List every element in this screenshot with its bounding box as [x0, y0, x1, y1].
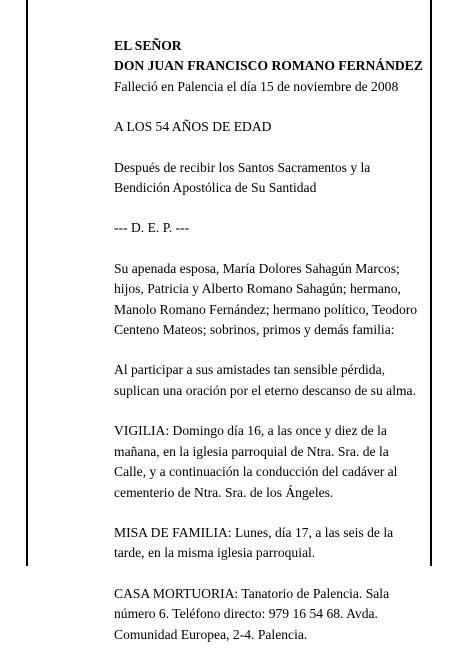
header-block: [114, 36, 434, 97]
rip-block: [114, 218, 434, 238]
funeral-home-block: [114, 584, 434, 645]
family-line: hijos, Patricia y Alberto Romano Sahagún; hermano,: [114, 281, 401, 297]
family-line: Su apenada esposa, María Dolores Sahagún Marcos;: [114, 260, 400, 276]
sacraments-line: Después de recibir los Santos Sacramentos y la: [114, 159, 371, 175]
funeral-home-line: Comunidad Europea, 2-4. Palencia.: [114, 626, 308, 642]
vigil-line: VIGILIA: Domingo día 16, a las once y diez de la: [114, 423, 387, 439]
obituary-notice: [114, 36, 434, 665]
age-block: [114, 117, 434, 137]
family-block: [114, 259, 434, 341]
vigil-block: [114, 421, 434, 503]
request-line: Al participar a sus amistades tan sensible pérdida,: [114, 362, 386, 378]
family-line: Centeno Mateos; sobrinos, primos y demás familia:: [114, 322, 395, 338]
funeral-home-line: CASA MORTUORIA: Tanatorio de Palencia. Sala: [114, 585, 390, 601]
title-line: EL SEÑOR: [114, 38, 182, 53]
death-notice: Falleció en Palencia el día 15 de noviembre de 2008: [114, 78, 399, 94]
family-mass-line: MISA DE FAMILIA: Lunes, día 17, a las seis de la: [114, 524, 394, 540]
family-mass-block: [114, 523, 434, 564]
request-line: suplican una oración por el eterno descanso de su alma.: [114, 382, 416, 398]
deceased-name: DON JUAN FRANCISCO ROMANO FERNÁNDEZ: [114, 58, 423, 74]
vigil-line: mañana, en la iglesia parroquial de Ntra. Sra. de la: [114, 443, 389, 459]
funeral-home-line: número 6. Teléfono directo: 979 16 54 68. Avda.: [114, 606, 378, 622]
family-mass-line: tarde, en la misma iglesia parroquial.: [114, 545, 316, 561]
sacraments-line: Bendición Apostólica de Su Santidad: [114, 180, 317, 196]
rip-line: --- D. E. P. ---: [114, 220, 190, 236]
sacraments-block: [114, 158, 434, 199]
family-line: Manolo Romano Fernández; hermano político, Teodoro: [114, 301, 418, 317]
request-block: [114, 360, 434, 401]
vigil-line: cementerio de Ntra. Sra. de los Ángeles.: [114, 484, 334, 500]
vigil-line: Calle, y a continuación la conducción del cadáver al: [114, 464, 398, 480]
age-line: A LOS 54 AÑOS DE EDAD: [114, 119, 272, 135]
